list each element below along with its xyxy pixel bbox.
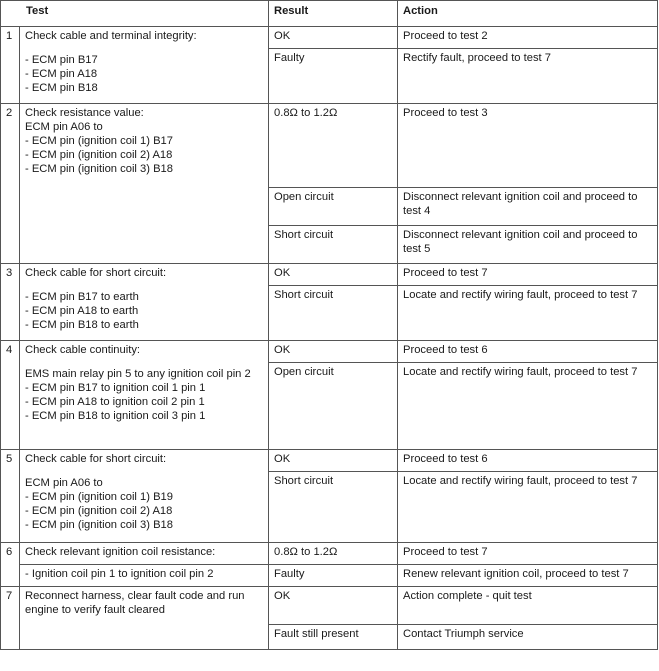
result-cell: Fault still present [269,625,398,650]
test-item: - ECM pin (ignition coil 2) A18 [25,505,173,517]
test-title: Reconnect harness, clear fault code and run engine to verify fault cleared [20,587,269,650]
test-title: Check relevant ignition coil resistance: [20,543,269,565]
test-subtitle: ECM pin A06 to [25,477,103,489]
table-row [1,565,658,587]
test-title: Check cable and terminal integrity: [25,30,197,42]
result-cell: 0.8Ω to 1.2Ω [269,104,398,188]
test-number: 2 [1,104,20,264]
action-cell: Proceed to test 3 [398,104,658,188]
result-cell: Faulty [269,565,398,587]
test-subtitle: ECM pin A06 to [25,121,103,133]
result-cell: 0.8Ω to 1.2Ω [269,543,398,565]
test-item: - ECM pin B17 to ignition coil 1 pin 1 [25,382,206,394]
test-item: - ECM pin A18 [25,68,98,80]
test-item: - ECM pin (ignition coil 1) B17 [25,135,173,147]
table-row [1,341,658,363]
action-cell: Rectify fault, proceed to test 7 [398,49,658,104]
action-cell: Proceed to test 6 [398,450,658,472]
test-item: - ECM pin A18 to earth [25,305,139,317]
result-cell: Open circuit [269,188,398,226]
result-cell: Short circuit [269,226,398,264]
table-row [1,543,658,565]
test-item: - ECM pin B18 to ignition coil 3 pin 1 [25,410,206,422]
test-number: 3 [1,264,20,341]
table-row [1,587,658,625]
table-header-row [1,1,658,27]
test-number: 5 [1,450,20,543]
header-test: Test [1,1,269,27]
test-item: - ECM pin (ignition coil 1) B19 [25,491,173,503]
test-item: - ECM pin B17 [25,54,98,66]
test-item: - Ignition coil pin 1 to ignition coil pin 2 [20,565,269,587]
result-cell: OK [269,264,398,286]
test-item: - ECM pin B18 to earth [25,319,139,331]
test-description [20,450,269,543]
test-item: - ECM pin (ignition coil 3) B18 [25,519,173,531]
action-cell: Renew relevant ignition coil, proceed to test 7 [398,565,658,587]
header-result: Result [269,1,398,27]
result-cell: Short circuit [269,286,398,341]
table-row [1,450,658,472]
action-cell: Disconnect relevant ignition coil and proceed to test 4 [398,188,658,226]
test-number: 7 [1,587,20,650]
action-cell: Locate and rectify wiring fault, proceed to test 7 [398,472,658,543]
test-subtitle: EMS main relay pin 5 to any ignition coil pin 2 [25,368,251,380]
action-cell: Proceed to test 6 [398,341,658,363]
test-item: - ECM pin (ignition coil 2) A18 [25,149,173,161]
test-number: 6 [1,543,20,587]
test-description [20,341,269,450]
action-cell: Proceed to test 7 [398,543,658,565]
action-cell: Contact Triumph service [398,625,658,650]
result-cell: Faulty [269,49,398,104]
action-cell: Locate and rectify wiring fault, proceed to test 7 [398,286,658,341]
result-cell: OK [269,450,398,472]
action-cell: Disconnect relevant ignition coil and proceed to test 5 [398,226,658,264]
result-cell: OK [269,341,398,363]
test-item: - ECM pin B18 [25,82,98,94]
table-row [1,104,658,188]
test-description [20,264,269,341]
action-cell: Action complete - quit test [398,587,658,625]
table-row [1,27,658,49]
action-cell: Proceed to test 2 [398,27,658,49]
result-cell: OK [269,27,398,49]
result-cell: Open circuit [269,363,398,450]
table-row [1,264,658,286]
test-item: - ECM pin A18 to ignition coil 2 pin 1 [25,396,205,408]
result-cell: OK [269,587,398,625]
test-number: 4 [1,341,20,450]
test-item: - ECM pin (ignition coil 3) B18 [25,163,173,175]
test-number: 1 [1,27,20,104]
result-cell: Short circuit [269,472,398,543]
test-title: Check cable continuity: [25,344,141,356]
test-description [20,27,269,104]
test-title: Check resistance value: [25,107,144,119]
test-item: - ECM pin B17 to earth [25,291,139,303]
test-title: Check cable for short circuit: [25,267,167,279]
header-action: Action [398,1,658,27]
test-description [20,104,269,264]
action-cell: Proceed to test 7 [398,264,658,286]
action-cell: Locate and rectify wiring fault, proceed to test 7 [398,363,658,450]
test-title: Check cable for short circuit: [25,453,167,465]
